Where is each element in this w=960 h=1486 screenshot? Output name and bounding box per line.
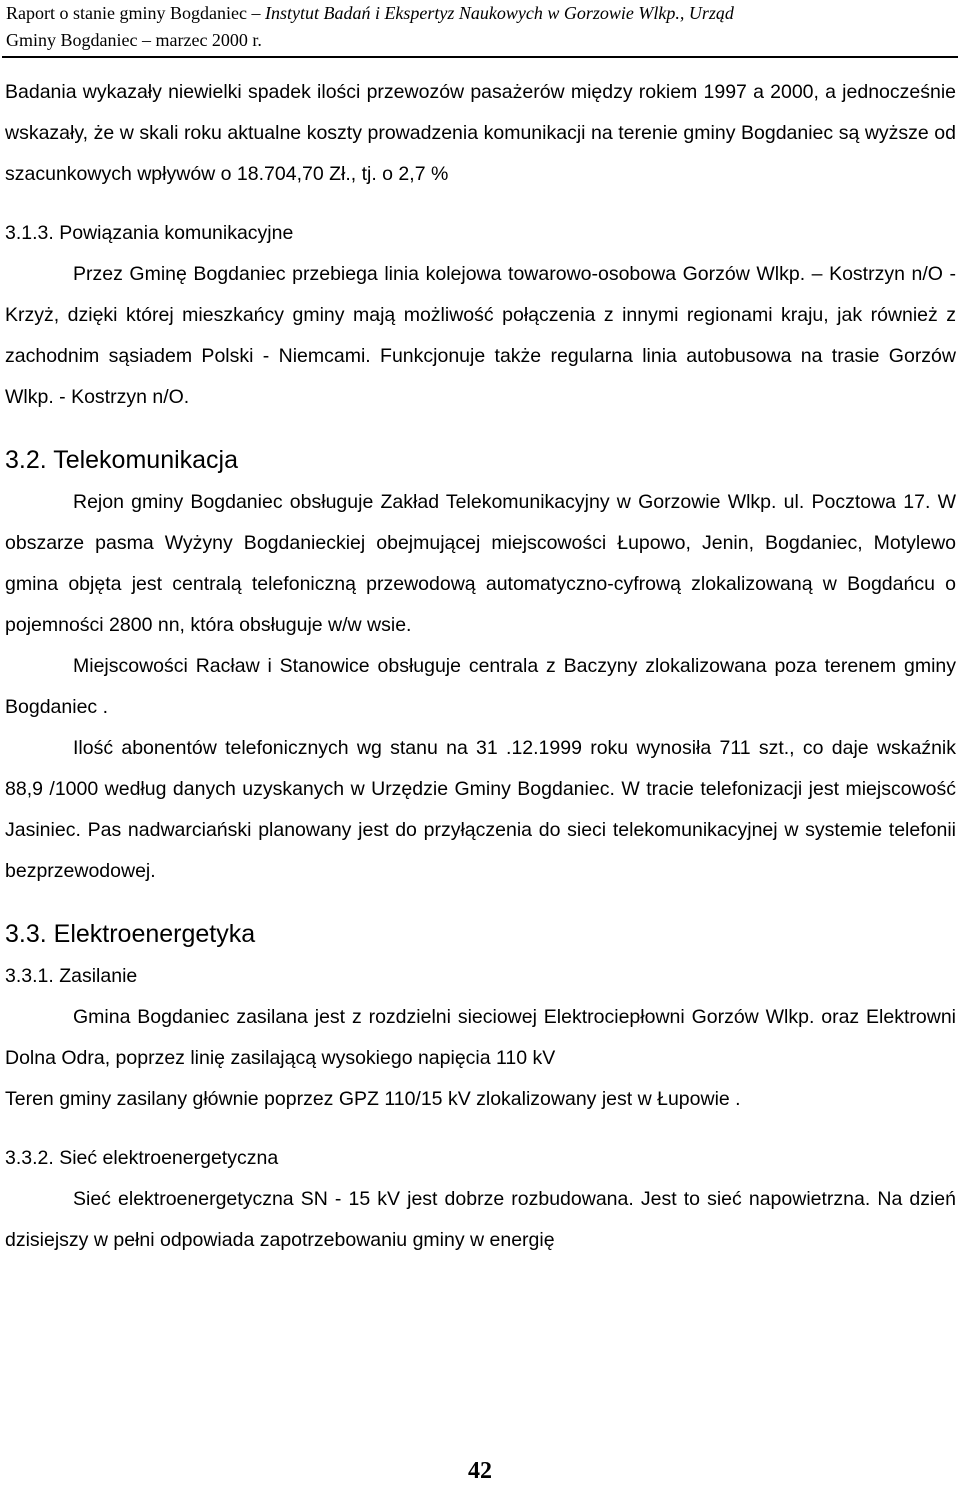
- header-institute: Instytut Badań i Ekspertyz Naukowych w Gorzowie Wlkp., Urząd: [264, 3, 734, 23]
- header-rule: [2, 56, 958, 58]
- heading-3-2: 3.2. Telekomunikacja: [5, 446, 239, 474]
- paragraph-passenger-study: Badania wykazały niewielki spadek ilości przewozów pasażerów między rokiem 1997 a 2000, a jednocześnie wskazały, że w skali roku aktualne koszty prowadzenia komunikacji na terenie gminy Bogdaniec są wyższe od szacunkowych wpływów o 18.704,70 Zł., tj. o 2,7 %: [5, 81, 956, 185]
- heading-3-3-1: 3.3.1. Zasilanie: [5, 965, 138, 987]
- paragraph-subscribers: Ilość abonentów telefonicznych wg stanu na 31 .12.1999 roku wynosiła 711 szt., co daje wskaźnik 88,9 /1000 według danych uzyskanych w Urzędzie Gminy Bogdaniec. W tracie telefonizacji jest miejscowość Jasiniec. Pas nadwarciański planowany jest do przyłączenia do sieci telekomunikacyjnej w systemie telefonii bezprzewodowej.: [5, 737, 956, 882]
- paragraph-power-network: Sieć elektroenergetyczna SN - 15 kV jest dobrze rozbudowana. Jest to sieć napowietrzna. Na dzień dzisiejszy w pełni odpowiada zapotrzebowaniu gminy w energię: [5, 1188, 956, 1251]
- heading-3-3: 3.3. Elektroenergetyka: [5, 920, 256, 948]
- paragraph-power-supply: Gmina Bogdaniec zasilana jest z rozdzielni sieciowej Elektrociepłowni Gorzów Wlkp. oraz Elektrowni Dolna Odra, poprzez linię zasilającą wysokiego napięcia 110 kV: [5, 1006, 956, 1069]
- running-header-line-1: [6, 0, 734, 27]
- page-body: [5, 72, 956, 1261]
- running-header: [0, 0, 960, 58]
- spacer: [5, 892, 956, 910]
- header-report-title: Raport o stanie gminy Bogdaniec –: [6, 3, 265, 23]
- spacer: [5, 195, 956, 213]
- paragraph-transport-links: Przez Gminę Bogdaniec przebiega linia kolejowa towarowo-osobowa Gorzów Wlkp. – Kostrzyn n/O - Krzyż, dzięki której mieszkańcy gminy mają możliwość połączenia z innymi regionami kraju, jak również z zachodnim sąsiadem Polski - Niemcami. Funkcjonuje także regularna linia autobusowa na trasie Gorzów Wlkp. - Kostrzyn n/O.: [5, 263, 956, 408]
- spacer: [5, 418, 956, 436]
- running-header-line-2: Gminy Bogdaniec – marzec 2000 r.: [6, 30, 262, 50]
- paragraph-exchange-baczyna: Miejscowości Racław i Stanowice obsługuje centrala z Baczyny zlokalizowana poza terenem gminy Bogdaniec .: [5, 655, 956, 718]
- heading-3-1-3: 3.1.3. Powiązania komunikacyjne: [5, 222, 294, 244]
- page-number: 42: [468, 1458, 492, 1484]
- paragraph-telecom-operator: Rejon gminy Bogdaniec obsługuje Zakład Telekomunikacyjny w Gorzowie Wlkp. ul. Pocztowa 17. W obszarze pasma Wyżyny Bogdanieckiej obejmującej miejscowości Łupowo, Jenin, Bogdaniec, Motylewo gmina objęta jest centralą telefoniczną przewodową automatyczno-cyfrową zlokalizowaną w Bogdańcu o pojemności 2800 nn, która obsługuje w/w wsie.: [5, 491, 956, 636]
- spacer: [5, 1120, 956, 1138]
- heading-3-3-2: 3.3.2. Sieć elektroenergetyczna: [5, 1147, 279, 1169]
- paragraph-gpz: Teren gminy zasilany głównie poprzez GPZ 110/15 kV zlokalizowany jest w Łupowie .: [5, 1088, 741, 1110]
